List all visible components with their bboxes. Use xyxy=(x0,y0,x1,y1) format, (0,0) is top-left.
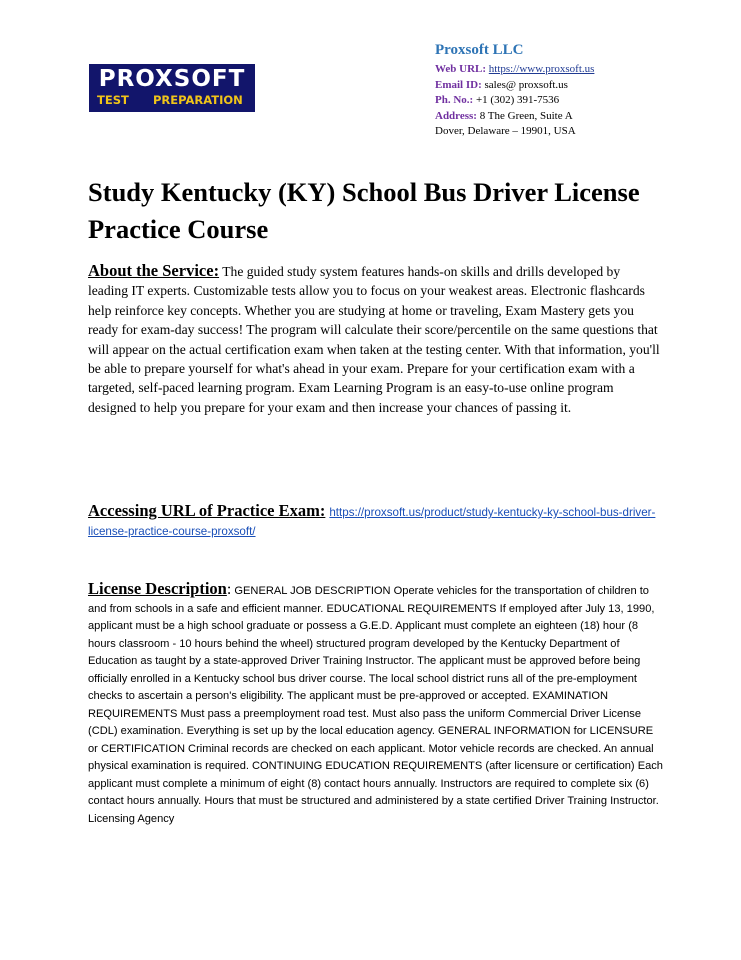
license-heading: License Description xyxy=(88,579,227,598)
email-value: sales@ proxsoft.us xyxy=(484,78,568,91)
web-url-line xyxy=(435,62,594,78)
address-label: Address: xyxy=(435,109,477,122)
email-label: Email ID: xyxy=(435,78,482,91)
web-url-label: Web URL: xyxy=(435,63,487,75)
license-section xyxy=(88,580,663,828)
practice-exam-link[interactable]: https://proxsoft.us/product/study-kentucky-ky-school-bus-driver-license-practice-course-proxsoft/ xyxy=(88,506,656,538)
logo-test-text: TEST xyxy=(97,93,129,107)
phone-line xyxy=(435,93,594,109)
access-heading: Accessing URL of Practice Exam: xyxy=(88,501,326,520)
logo-top-text: PROXSOFT xyxy=(98,66,246,92)
proxsoft-logo xyxy=(89,64,255,112)
licensing-agency: Licensing Agency xyxy=(88,812,175,825)
address-line1: 8 The Green, Suite A xyxy=(479,109,573,122)
phone-label: Ph. No.: xyxy=(435,94,474,106)
email-line xyxy=(435,78,594,94)
page-title: Study Kentucky (KY) School Bus Driver License Practice Course xyxy=(88,177,640,244)
web-url-link[interactable]: https://www.proxsoft.us xyxy=(488,63,595,75)
license-text: GENERAL JOB DESCRIPTION Operate vehicles for the transportation of children to and from schools in a safe and efficient manner. EDUCATIONAL REQUIREMENTS If employed after July 13, 1990, applicant must be a high school graduate or possess a G.E.D. Applicant must complete an eighteen (18) hour (8 hours classroom - 10 hours behind the wheel) structured program developed by the Kentucky Department of Education as taught by a state-approved Driver Training Instructor. The applicant must be approved before being officially enrolled in a Kentucky school bus driver course. The local school district runs all of the pre-employment checks to ascertain a person's eligibility. The applicant must be pre-approved or accepted. EXAMINATION REQUIREMENTS Must pass a preemployment road test. Must also pass the uniform Commercial Driver License (CDL) examination. Everything is set up by the local education agency. GENERAL INFORMATION for LICENSURE or CERTIFICATION Criminal records are checked on each applicant. Motor vehicle records are checked. An annual physical examination is required. CONTINUING EDUCATION REQUIREMENTS (after licensure or certification) Each applicant must complete a minimum of eight (8) contact hours annually. Instructors are required to complete six (6) contact hours annually. Hours that must be structured and administered by a state certified Driver Training Instructor. xyxy=(88,585,663,807)
company-info xyxy=(435,40,594,140)
logo-preparation-text: PREPARATION xyxy=(153,93,243,107)
address-line xyxy=(435,109,594,125)
about-heading: About the Service: xyxy=(88,261,220,280)
access-section xyxy=(88,502,663,541)
company-name: Proxsoft LLC xyxy=(435,42,524,58)
address-line2: Dover, Delaware – 19901, USA xyxy=(435,125,576,137)
about-section xyxy=(88,261,663,417)
about-text: The guided study system features hands-on skills and drills developed by leading IT experts. Customizable tests allow you to focus on your weakest areas. Electronic flashcards help reinforce key concepts. Whether you are studying at home or traveling, Exam Mastery gets you ready for exam-day success! The program will calculate their score/percentile on the same questions that will appear on the actual certification exam when taken at the testing center. With that information, you'll be able to prepare yourself for what's ahead in your exam. Prepare for your certification exam with a targeted, self-paced learning program. Exam Learning Program is an easy-to-use online program designed to help you prepare for your exam and then increase your chances of passing it. xyxy=(88,264,660,415)
phone-value: +1 (302) 391-7536 xyxy=(475,94,560,106)
license-heading-colon: : xyxy=(226,581,232,598)
